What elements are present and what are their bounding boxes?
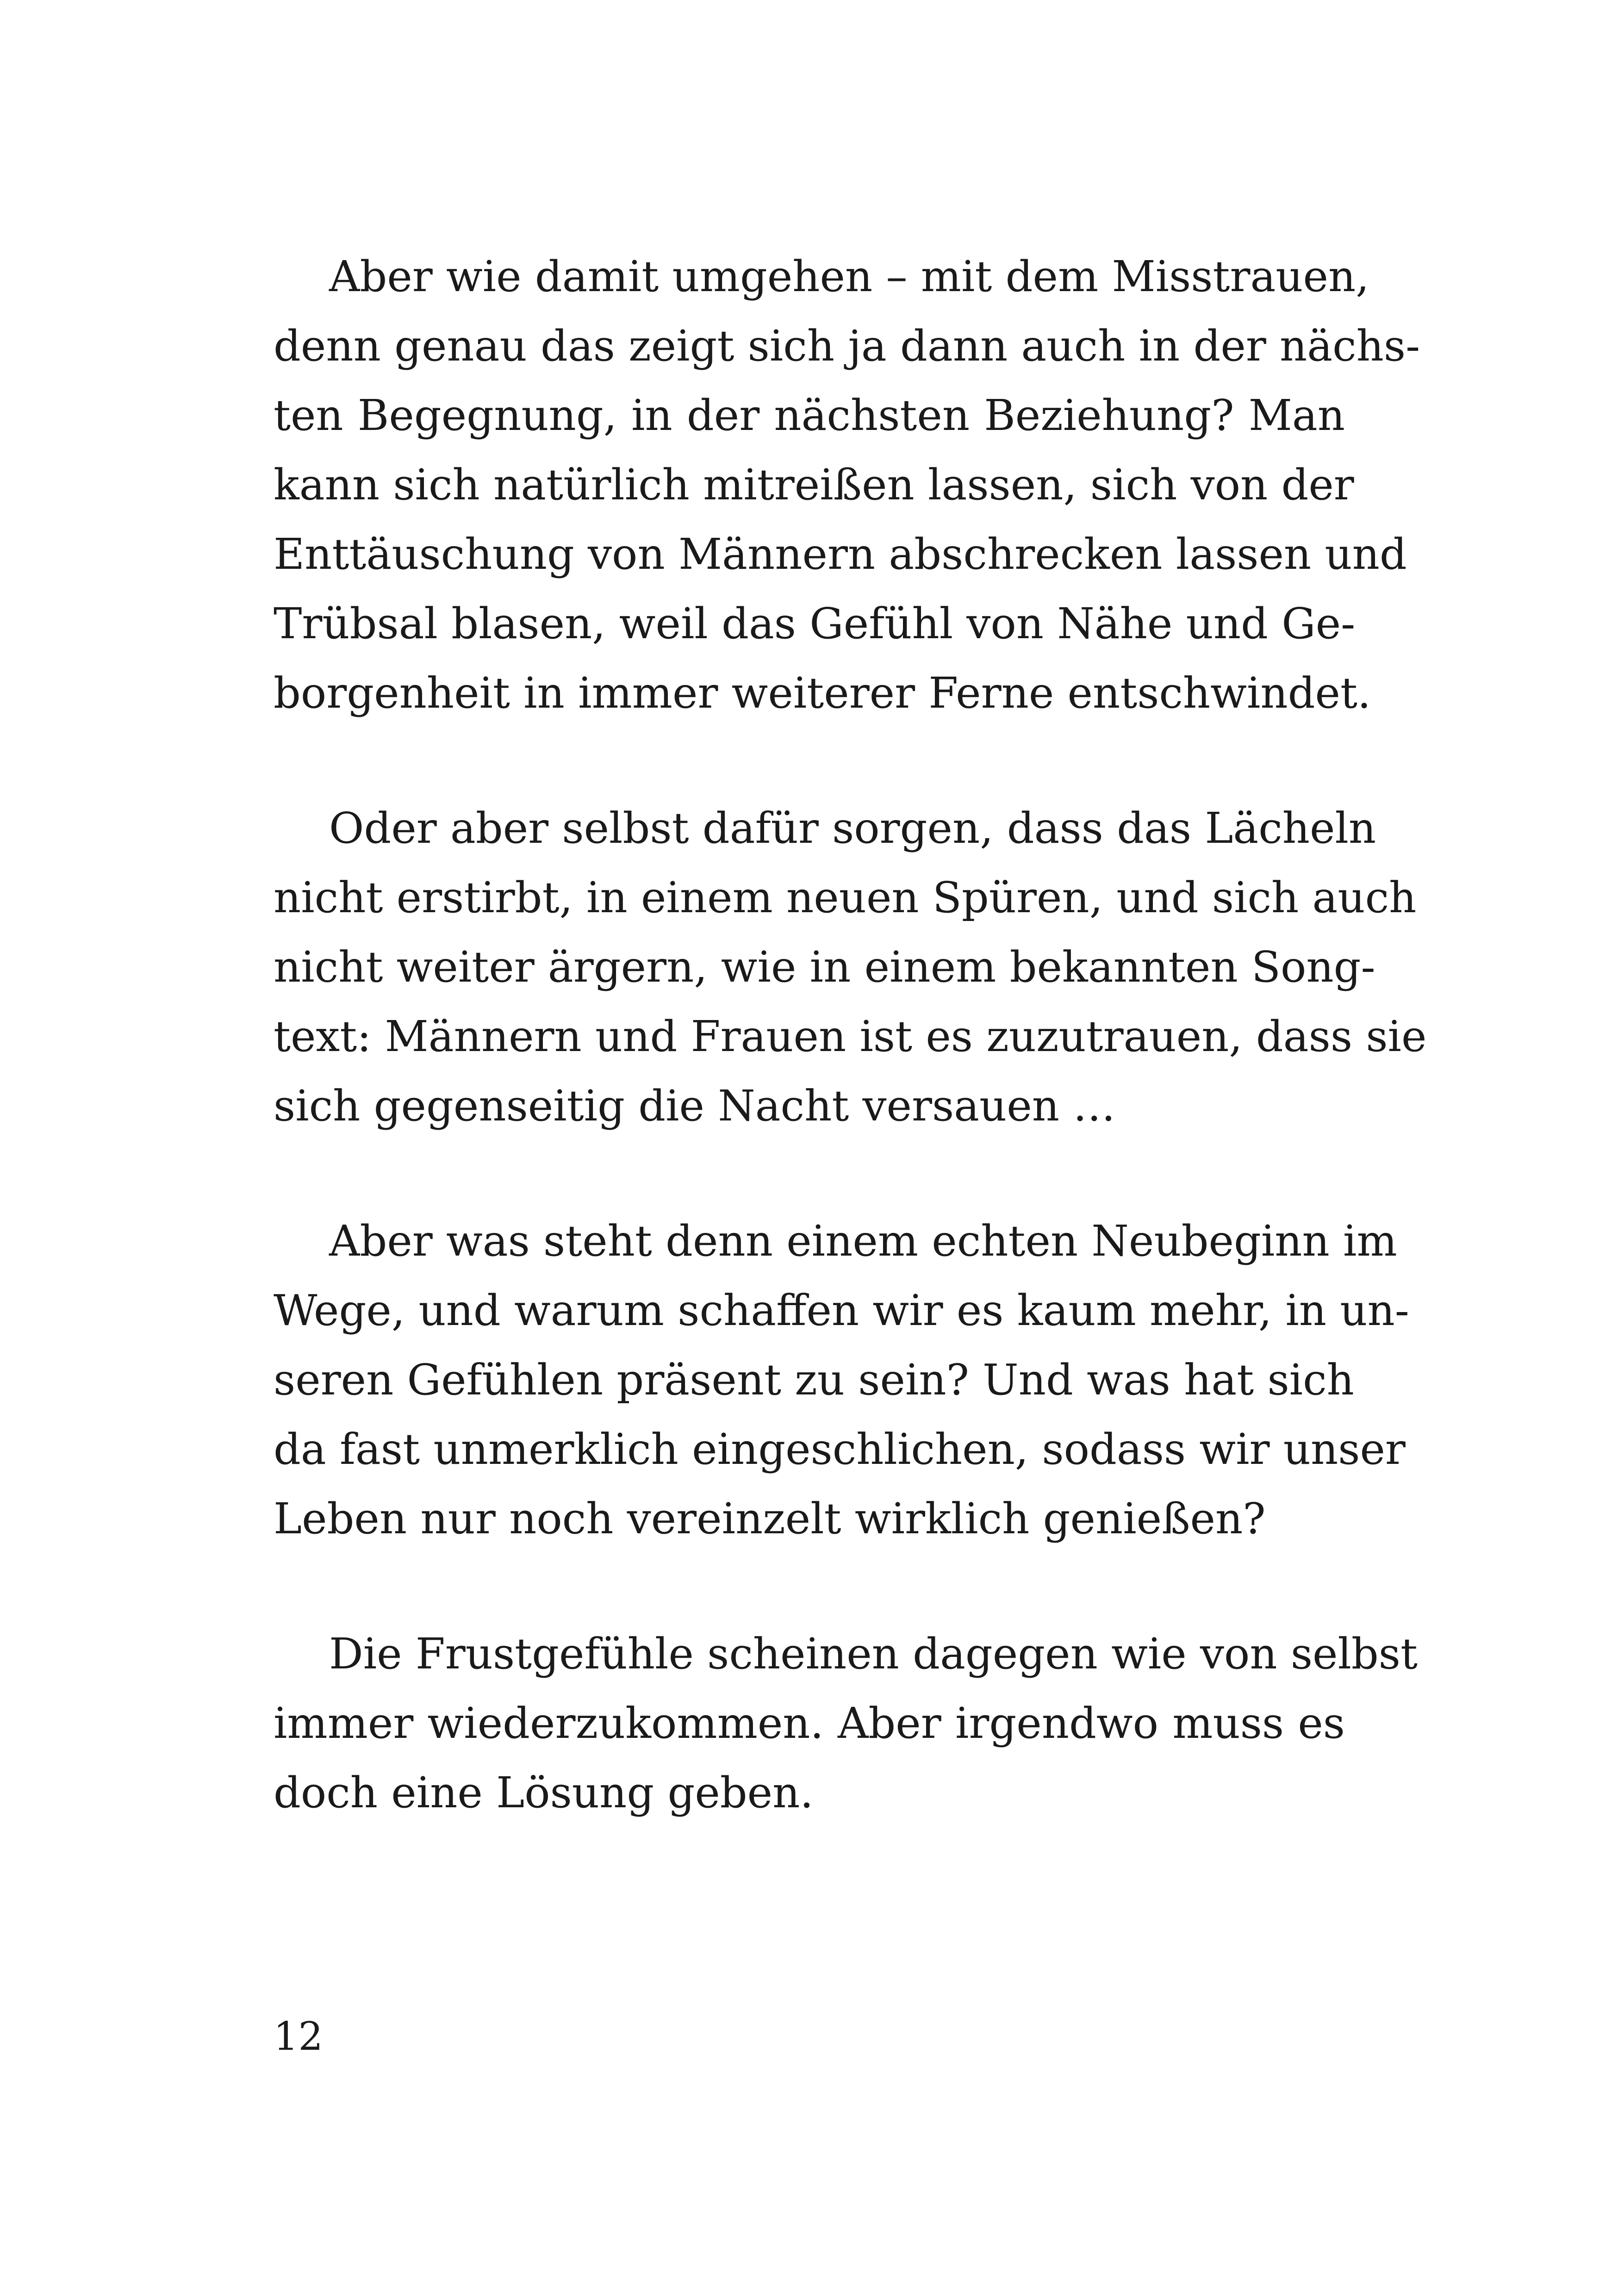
- text-line: da fast unmerklich eingeschlichen, sodass wir unser: [274, 1425, 1406, 1474]
- text-line: text: Männern und Frauen ist es zuzutrauen, dass sie: [274, 1012, 1427, 1061]
- paragraph-2: [274, 794, 1427, 1141]
- paragraph-4: [274, 1619, 1418, 1828]
- text-line: kann sich natürlich mitreißen lassen, sich von der: [274, 460, 1354, 510]
- text-line: Leben nur noch vereinzelt wirklich genießen?: [274, 1494, 1266, 1543]
- paragraph-3: [274, 1207, 1409, 1554]
- text-line: immer wiederzukommen. Aber irgendwo muss es: [274, 1699, 1345, 1748]
- text-line: denn genau das zeigt sich ja dann auch in der nächs-: [274, 321, 1420, 371]
- text-line: borgenheit in immer weiterer Ferne entschwindet.: [274, 668, 1371, 718]
- page-number: 12: [274, 2014, 323, 2059]
- text-line: ten Begegnung, in der nächsten Beziehung? Man: [274, 391, 1345, 440]
- text-line: Aber wie damit umgehen – mit dem Misstrauen,: [329, 252, 1369, 301]
- text-line: Trübsal blasen, weil das Gefühl von Nähe und Ge-: [274, 599, 1356, 648]
- text-line: Die Frustgefühle scheinen dagegen wie von selbst: [329, 1629, 1418, 1679]
- text-line: doch eine Lösung geben.: [274, 1768, 814, 1817]
- paragraph-1: [274, 242, 1420, 728]
- text-line: seren Gefühlen präsent zu sein? Und was hat sich: [274, 1355, 1354, 1405]
- text-line: Enttäuschung von Männern abschrecken lassen und: [274, 529, 1407, 579]
- text-line: Wege, und warum schaffen wir es kaum mehr, in un-: [274, 1286, 1409, 1335]
- text-line: nicht weiter ärgern, wie in einem bekannten Song-: [274, 942, 1375, 992]
- text-line: Aber was steht denn einem echten Neubeginn im: [329, 1216, 1397, 1266]
- text-line: sich gegenseitig die Nacht versauen …: [274, 1081, 1116, 1131]
- page-body: [274, 242, 1427, 1893]
- text-line: nicht erstirbt, in einem neuen Spüren, und sich auch: [274, 873, 1417, 922]
- text-line: Oder aber selbst dafür sorgen, dass das Lächeln: [329, 803, 1376, 853]
